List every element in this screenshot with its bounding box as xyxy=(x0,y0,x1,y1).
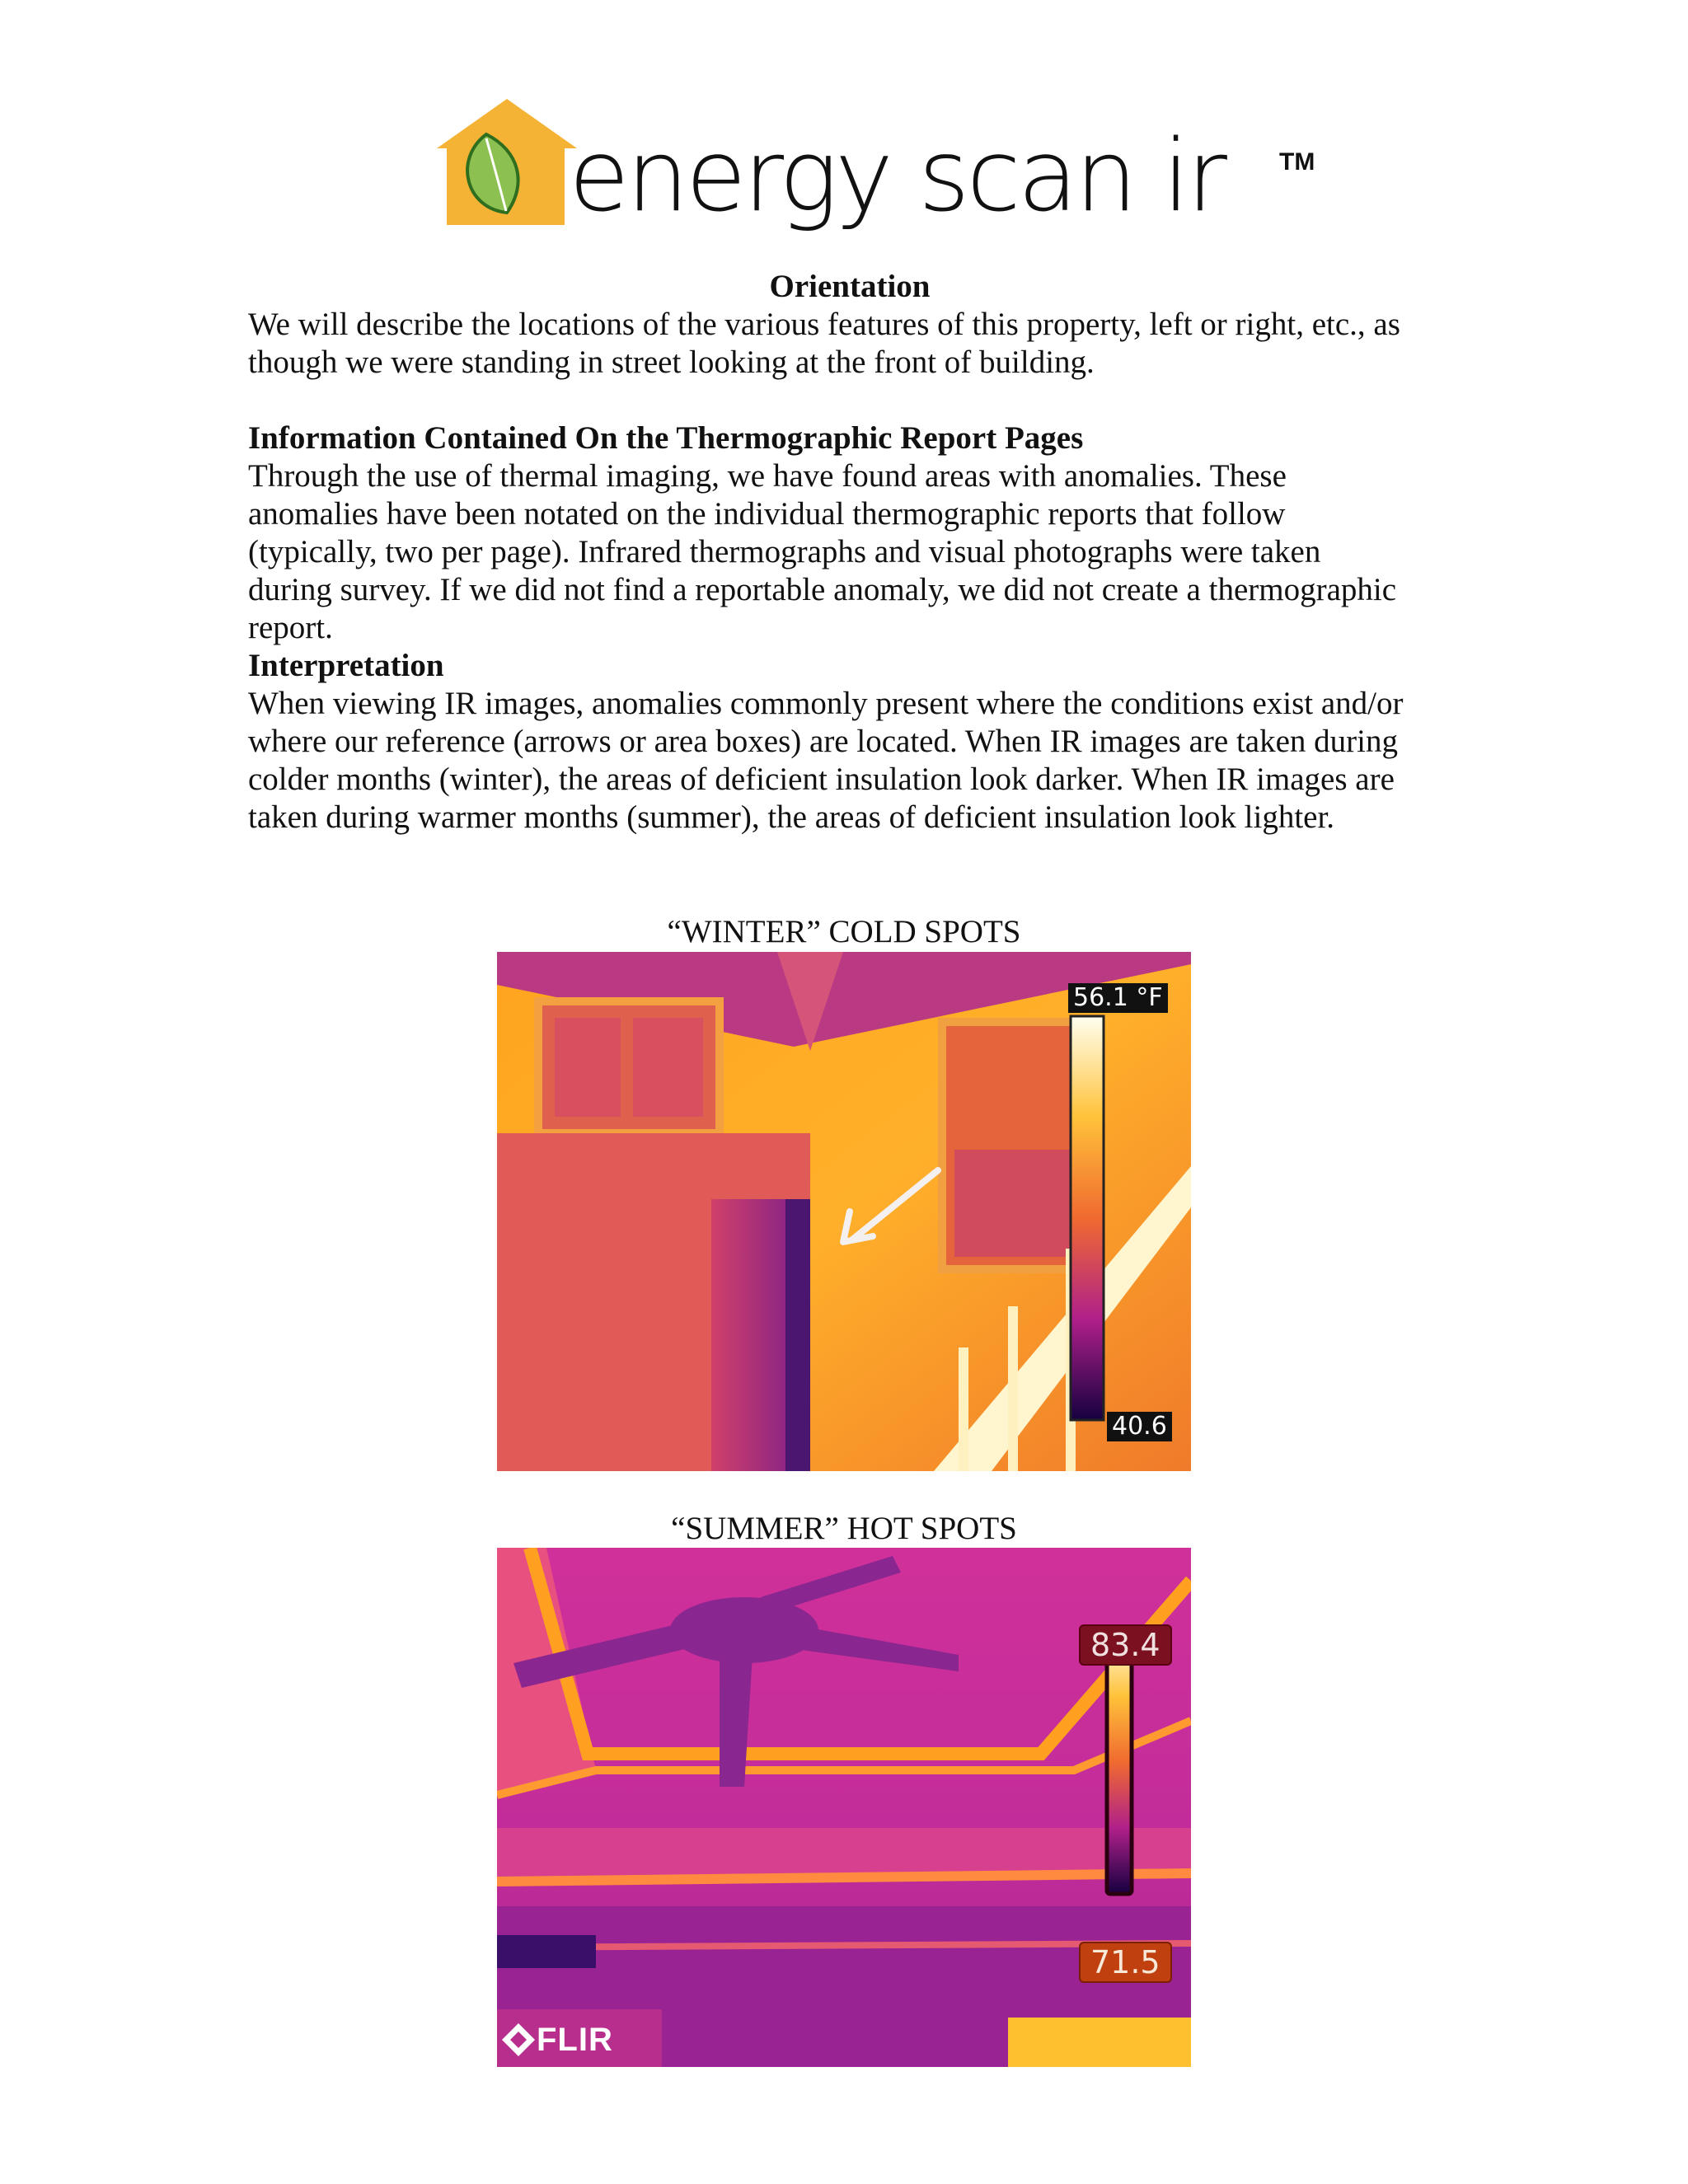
text-line: Through the use of thermal imaging, we have found areas with anomalies. These xyxy=(248,458,1287,494)
flir-brand xyxy=(502,2019,613,2060)
winter-thermal-image xyxy=(497,952,1191,1471)
summer-thermal-image xyxy=(497,1548,1191,2067)
text-line: though we were standing in street looking at the front of building. xyxy=(248,344,1095,380)
winter-scene xyxy=(497,952,1191,1471)
text-line: When viewing IR images, anomalies commonly present where the conditions exist and/or xyxy=(248,686,1404,721)
info-heading: Information Contained On the Thermographic Report Pages xyxy=(248,420,1084,456)
house-leaf-icon xyxy=(437,97,577,229)
interpretation-heading: Interpretation xyxy=(248,648,444,683)
orientation-heading: Orientation xyxy=(769,269,931,304)
text-line: report. xyxy=(248,610,333,645)
text-line: taken during warmer months (summer), the areas of deficient insulation look lighter. xyxy=(248,799,1335,835)
winter-scale-max: 56.1 °F xyxy=(1068,983,1168,1013)
summer-caption: “SUMMER” HOT SPOTS xyxy=(671,1511,1017,1546)
winter-caption: “WINTER” COLD SPOTS xyxy=(667,914,1021,949)
company-logo xyxy=(437,97,1315,234)
info-paragraph xyxy=(248,457,1451,647)
text-line: during survey. If we did not find a reportable anomaly, we did not create a thermographic xyxy=(248,572,1397,607)
text-line: (typically, two per page). Infrared thermographs and visual photographs were taken xyxy=(248,534,1321,569)
text-line: We will describe the locations of the various features of this property, left or right, etc., as xyxy=(248,307,1400,342)
flir-diamond-icon xyxy=(502,2023,535,2056)
orientation-paragraph xyxy=(248,306,1451,382)
flir-wordmark: FLIR xyxy=(537,2021,613,2058)
interpretation-paragraph xyxy=(248,685,1451,837)
trademark-symbol: TM xyxy=(1279,148,1315,176)
summer-scale-min: 71.5 xyxy=(1079,1942,1172,1983)
text-line: anomalies have been notated on the individual thermographic reports that follow xyxy=(248,496,1286,532)
text-line: where our reference (arrows or area boxes) are located. When IR images are taken during xyxy=(248,724,1398,759)
logo-wordmark: energy scan ir xyxy=(569,120,1225,234)
winter-scale-min: 40.6 xyxy=(1107,1412,1172,1441)
summer-scale-max: 83.4 xyxy=(1079,1624,1172,1666)
text-line: colder months (winter), the areas of deficient insulation look darker. When IR images are xyxy=(248,762,1395,797)
